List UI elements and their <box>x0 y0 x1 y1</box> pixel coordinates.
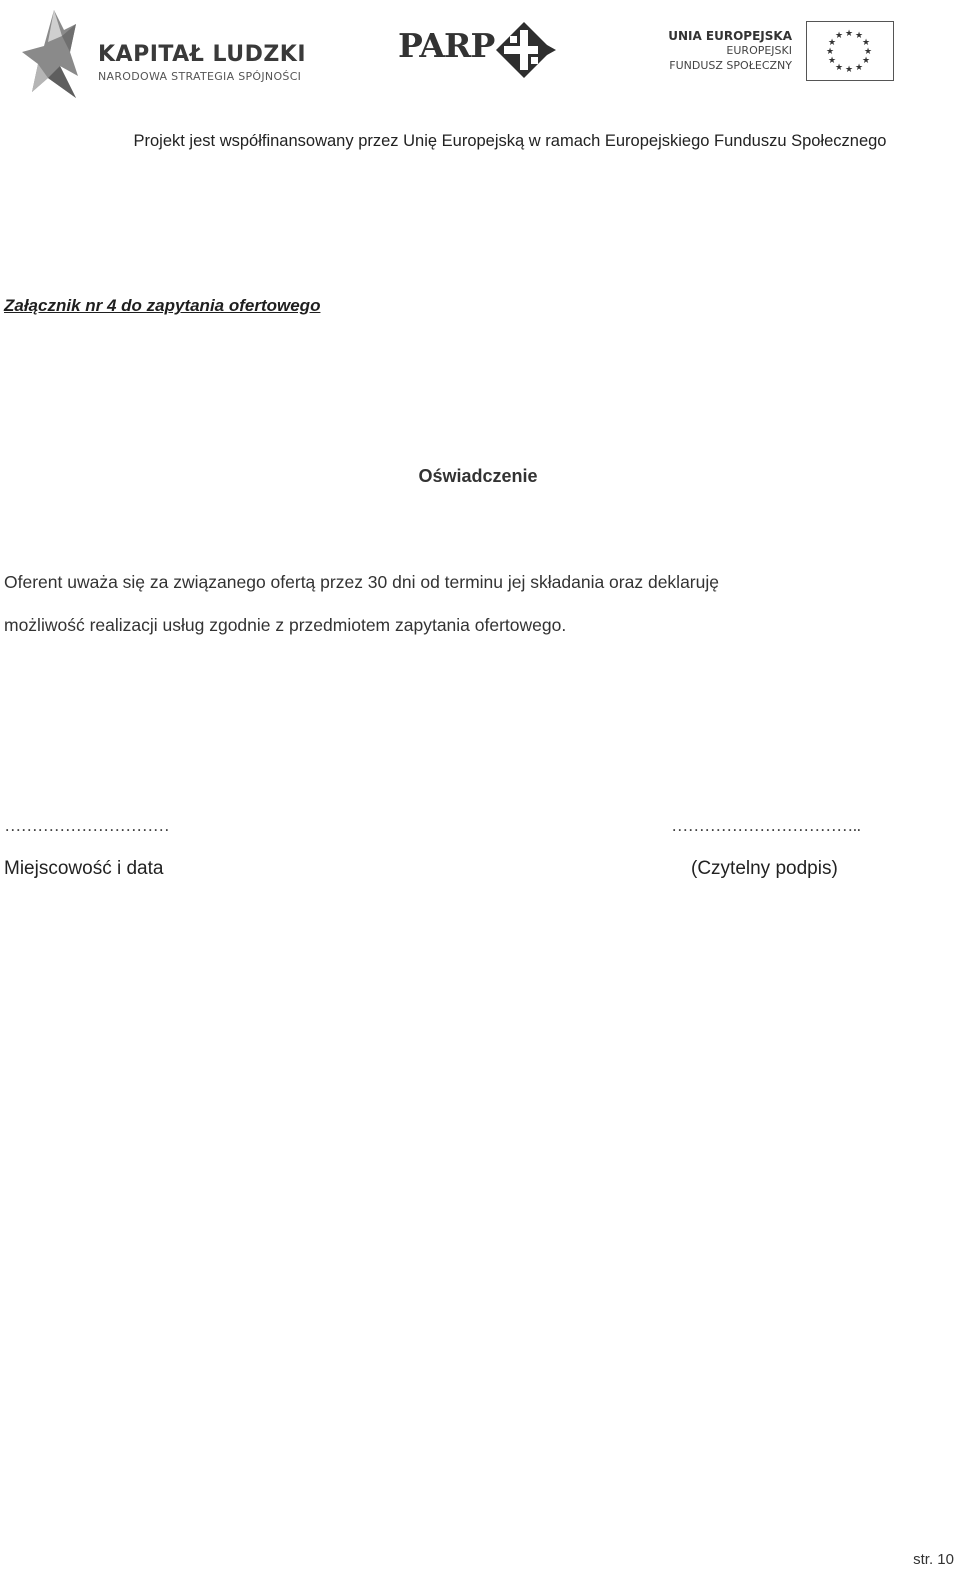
svg-text:★: ★ <box>863 47 873 57</box>
cofinancing-note: Projekt jest współfinansowany przez Unię Europejską w ramach Europejskiego Funduszu Społecznego <box>133 132 887 150</box>
declaration-line-1: Oferent uważa się za związanego ofertą przez 30 dni od terminu jej składania oraz deklaruję <box>4 572 719 592</box>
parp-emblem-icon <box>494 20 558 84</box>
parp-logo <box>398 18 598 88</box>
kapital-ludzki-star-icon <box>18 6 88 100</box>
kapital-ludzki-logo <box>18 6 308 100</box>
eu-flag-icon <box>806 21 894 81</box>
svg-text:★: ★ <box>861 38 871 48</box>
svg-text:★: ★ <box>854 31 864 41</box>
signature-label: (Czytelny podpis) <box>691 858 838 879</box>
parp-title: PARP <box>398 26 495 65</box>
page-number: str. 10 <box>913 1551 954 1568</box>
kapital-ludzki-subtitle: NARODOWA STRATEGIA SPÓJNOŚCI <box>98 70 302 83</box>
eu-logo-line3: FUNDUSZ SPOŁECZNY <box>669 59 792 72</box>
svg-text:★: ★ <box>827 38 837 48</box>
svg-text:★: ★ <box>834 63 844 73</box>
signature-dotted-line: …………………………….. <box>671 815 861 835</box>
svg-text:★: ★ <box>827 56 837 66</box>
declaration-text <box>4 561 954 647</box>
svg-text:★: ★ <box>844 29 854 39</box>
kapital-ludzki-title: KAPITAŁ LUDZKI <box>98 42 307 67</box>
svg-text:★: ★ <box>854 63 864 73</box>
svg-text:★: ★ <box>825 47 835 57</box>
eu-logo-line2: EUROPEJSKI <box>726 44 792 57</box>
eu-logo <box>668 20 900 84</box>
eu-logo-line1: UNIA EUROPEJSKA <box>668 29 792 43</box>
svg-text:★: ★ <box>834 31 844 41</box>
place-date-label: Miejscowość i data <box>4 858 164 879</box>
svg-text:★: ★ <box>844 65 854 75</box>
place-date-dotted-line: ………………………… <box>4 815 169 835</box>
attachment-label: Załącznik nr 4 do zapytania ofertowego <box>4 296 321 315</box>
svg-text:★: ★ <box>861 56 871 66</box>
declaration-line-2: możliwość realizacji usług zgodnie z przedmiotem zapytania ofertowego. <box>4 615 567 635</box>
document-title: Oświadczenie <box>418 466 538 486</box>
